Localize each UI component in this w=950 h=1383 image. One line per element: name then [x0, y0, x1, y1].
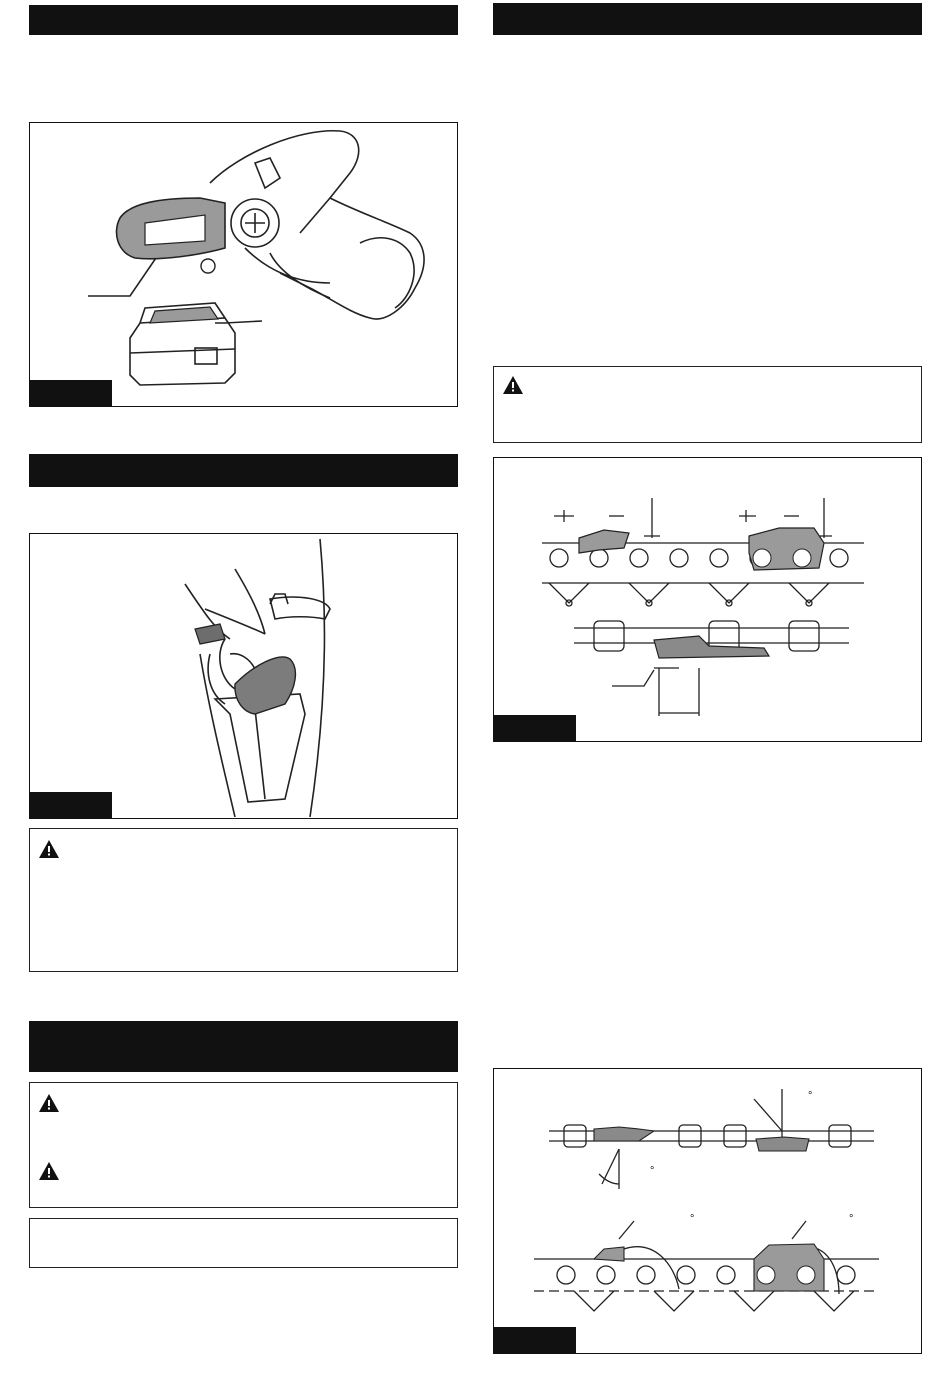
warning-icon: [38, 1161, 60, 1181]
warning-box: [493, 366, 922, 443]
figure-label-tag: [494, 715, 576, 741]
figure-holster: [29, 533, 458, 819]
holster-illustration: [30, 534, 456, 817]
cutter-top-left: [594, 1127, 654, 1141]
angle-degree-label: °: [690, 1213, 695, 1225]
figure-label-tag: [30, 792, 112, 818]
angle-degree-label: °: [808, 1090, 813, 1102]
warning-box: [29, 828, 458, 972]
note-box: [29, 1218, 458, 1268]
section-heading-bar: [493, 3, 922, 35]
figure-chain-cutter-depth: [493, 457, 922, 742]
warning-icon: [502, 375, 524, 395]
figure-label-tag: [494, 1327, 576, 1353]
cutter-top-view: [654, 636, 769, 658]
figure-tool-battery: [29, 122, 458, 407]
tool-in-holster: [235, 657, 296, 714]
angle-degree-label: °: [849, 1213, 854, 1225]
angle-degree-label: °: [650, 1165, 655, 1177]
section-heading-bar: [29, 454, 458, 487]
figure-chain-cutter-angle: [493, 1068, 922, 1354]
warning-icon: [38, 1093, 60, 1113]
warning-box: [29, 1082, 458, 1208]
section-heading-bar: [29, 1021, 458, 1072]
cutter-top-right: [756, 1137, 809, 1151]
chain-diagram-side-top: [494, 458, 920, 740]
tool-battery-illustration: [30, 123, 456, 405]
cutter-side-left: [594, 1247, 624, 1261]
cutter-left: [579, 530, 629, 553]
chain-diagram-angles: [494, 1069, 920, 1352]
section-heading-bar: [29, 5, 458, 35]
figure-label-tag: [30, 380, 112, 406]
warning-icon: [38, 839, 60, 859]
